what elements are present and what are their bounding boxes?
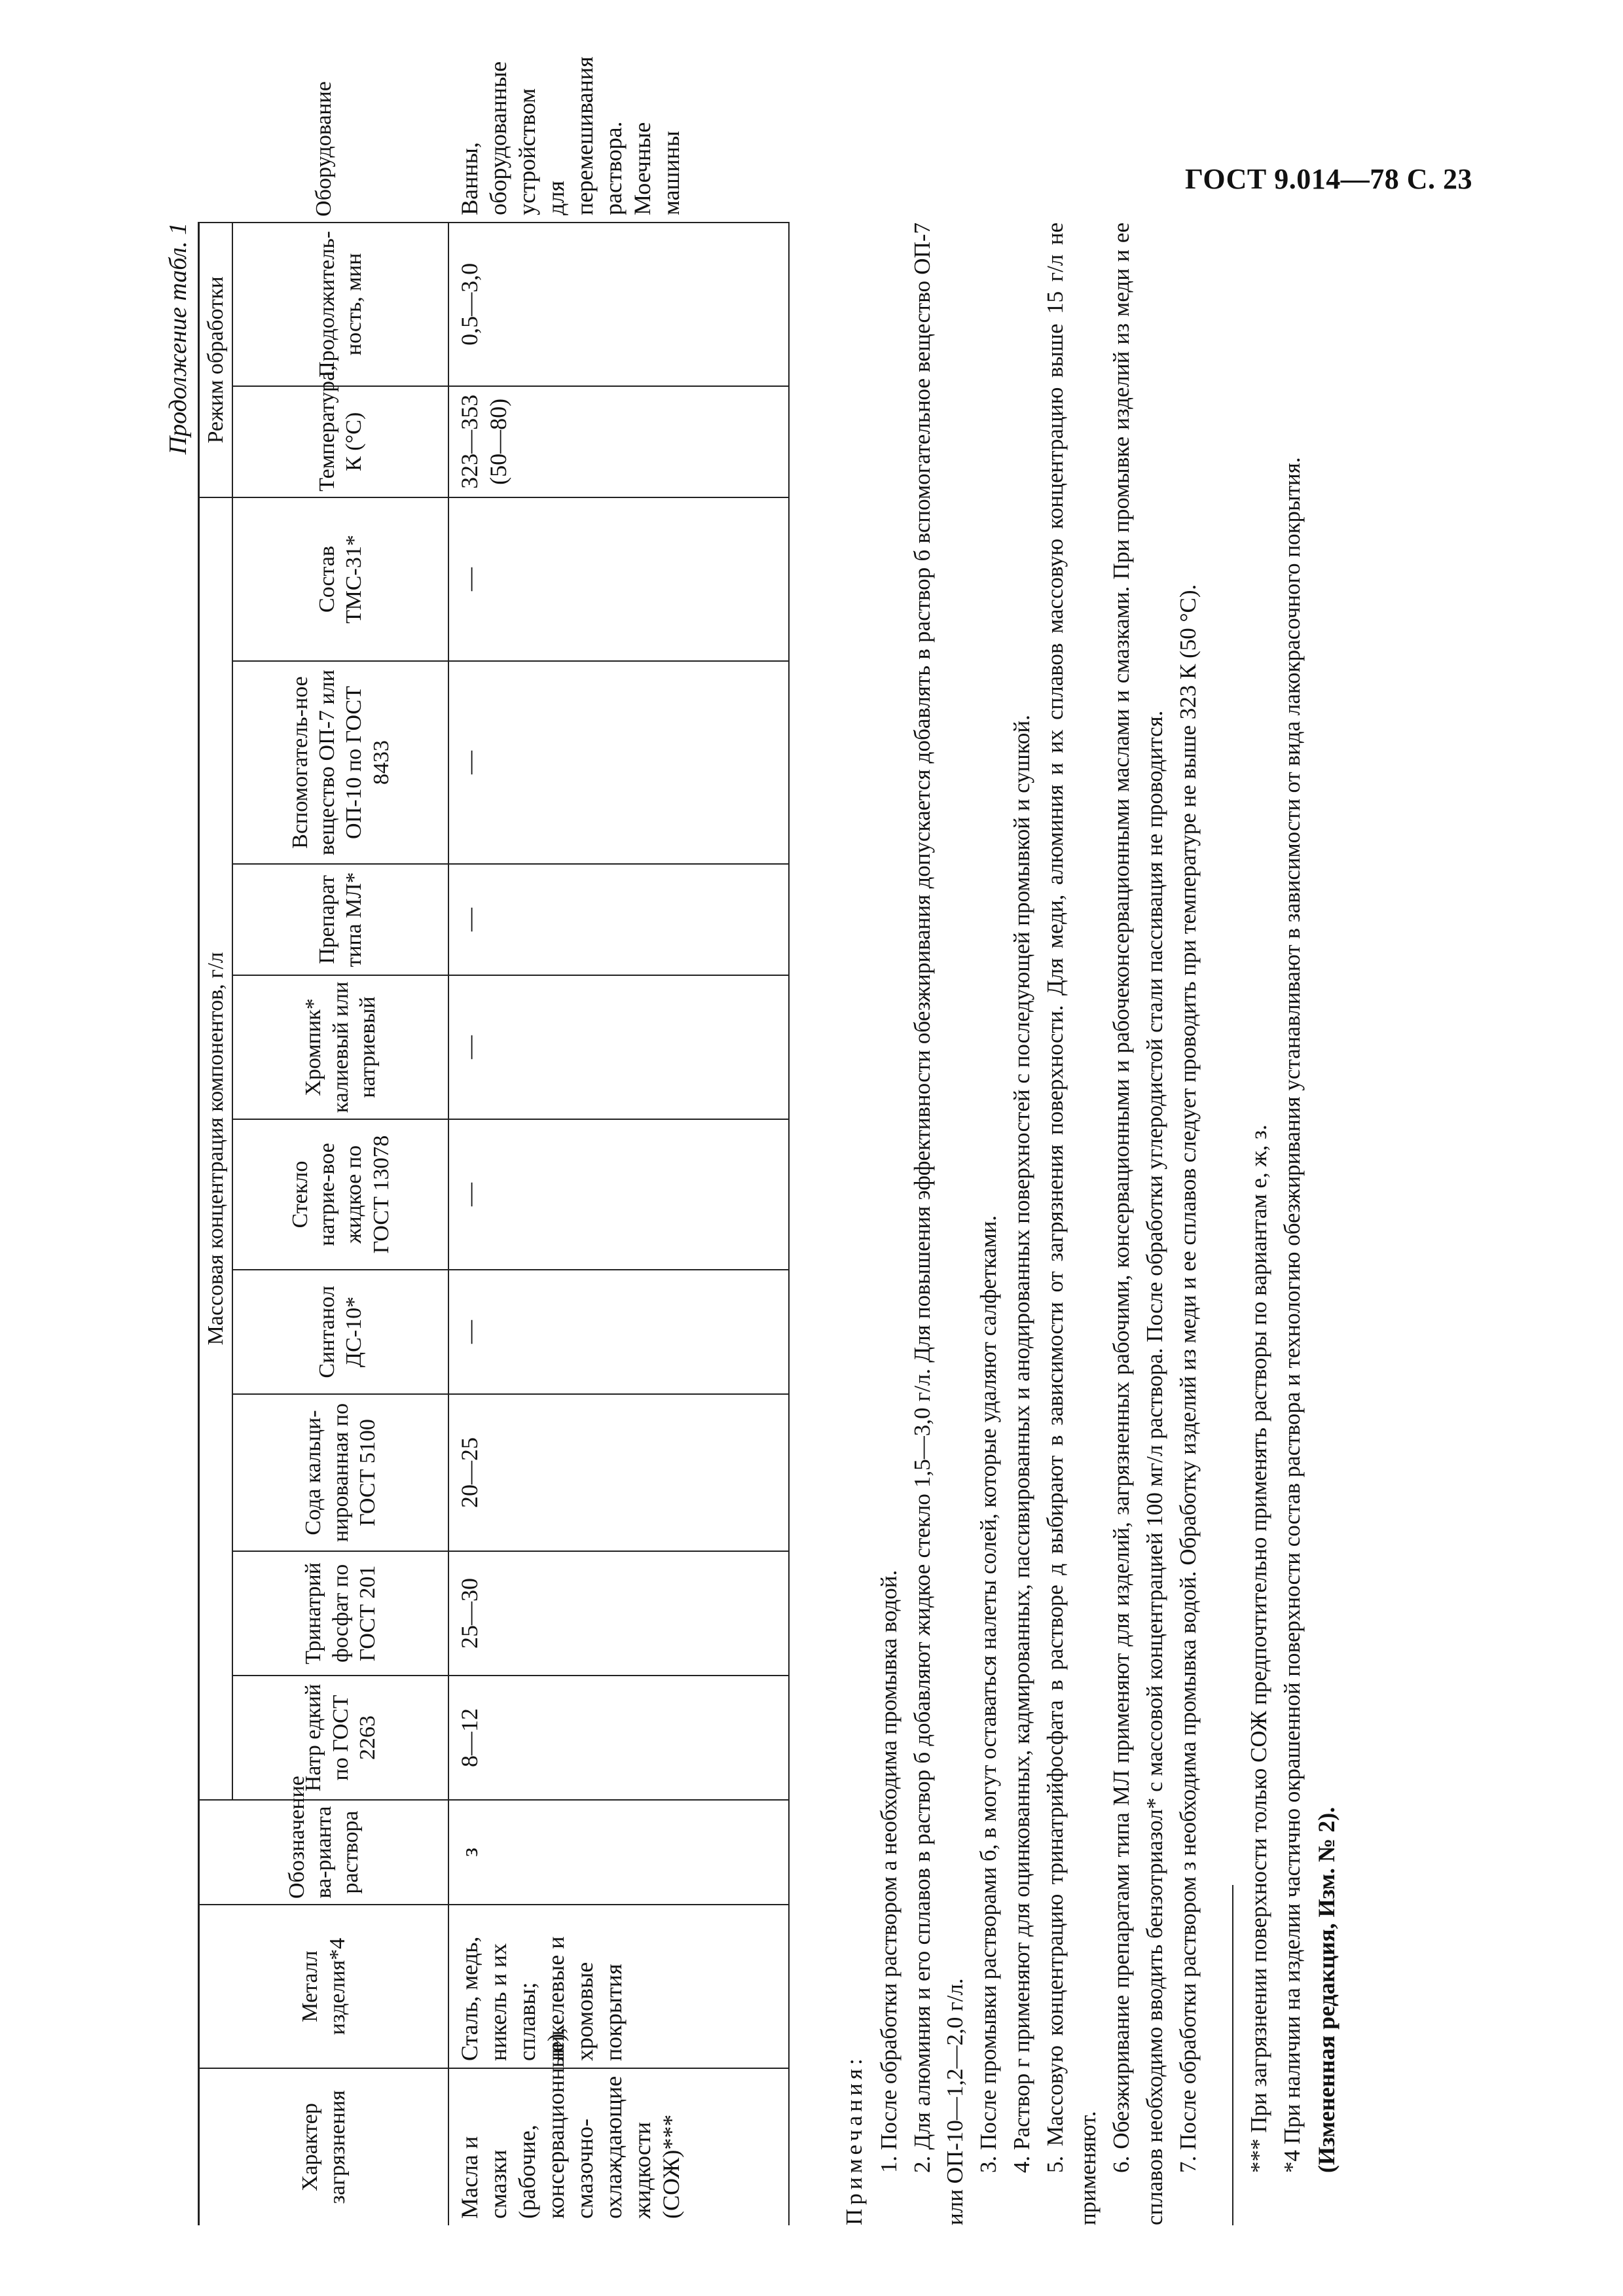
cell-component: 20—25 xyxy=(448,1394,789,1551)
cell-component: — xyxy=(448,661,789,864)
footnote-item: *** При загрязнении поверхности только СОЖ предпочтительно применять растворы по вариантам е, ж, з. xyxy=(1246,1124,1272,2173)
table-continuation-label: Продолжение табл. 1 xyxy=(164,223,192,455)
cell-component: — xyxy=(448,497,789,661)
note-item: 3. После промывки растворами б, в могут оставаться налеты солей, которые удаляют салфетками. xyxy=(976,1215,1001,2173)
header-metal: Металл изделия*4 xyxy=(199,1905,449,2068)
note-item: 5. Массовую концентрацию тринатрийфосфата в растворе д выбирают в зависимости от загрязнения поверхности. Для меди, алюминия и их сплавов массовую концентрацию выше 15 г/л не применяют. xyxy=(1042,223,1101,2225)
cell-temperature: 323—353 (50—80) xyxy=(448,386,789,497)
cell-component: — xyxy=(448,1270,789,1394)
degreasing-table: Характер загрязнения Металл изделия*4 Обозначение ва-рианта раствора Массовая концентрация компонентов, г/л Режим обработки Оборудование Натр едкий по ГОСТ 2263 Тринатрий фосфат по ГОСТ 201 Сода кальци-нированная по ГОСТ 5100 Синтанол ДС-10* Стекло натрие-вое жидкое по ГОСТ 13078 Хромпик* калиевый или натриевый Препарат типа МЛ* Вспомогатель-ное вещество ОП-7 или ОП-10 по ГОСТ 8433 Состав ТМС-31* Температура, К (°С) Продолжитель-ность, мин Масла и смазки (рабочие, консервационные), смазочно-охлаждающие жидкости (СОЖ)*** Сталь, медь, никель и их сплавы; никелевые и хромовые покрытия з 8—12 25—30 20—25 — — — — — — 323—353 (50—80) 0,5—3,0 Ванны, оборудованные устройством для перемешивания раствора. Моечные машины xyxy=(198,223,790,2225)
note-item: 2. Для алюминия и его сплавов в раствор б добавляют жидкое стекло 1,5—3,0 г/л. Для повышения эффективности обезжиривания допускается добавлять в раствор б вспомогательное вещество ОП-7 или ОП-10—1,2—2,0 г/л. xyxy=(909,223,968,2225)
page-header: ГОСТ 9.014—78 С. 23 xyxy=(1184,163,1472,195)
header-component: Вспомогатель-ное вещество ОП-7 или ОП-10 по ГОСТ 8433 xyxy=(232,661,448,864)
footnote-divider xyxy=(1232,1885,1233,2225)
cell-component: — xyxy=(448,975,789,1119)
table-row: Масла и смазки (рабочие, консервационные), смазочно-охлаждающие жидкости (СОЖ)*** Сталь, медь, никель и их сплавы; никелевые и хромовые покрытия з 8—12 25—30 20—25 — — — — — — 323—353 (50—80) 0,5—3,0 Ванны, оборудованные устройством для перемешивания раствора. Моечные машины xyxy=(448,223,789,2225)
cell-component: 8—12 xyxy=(448,1676,789,1800)
cell-duration: 0,5—3,0 xyxy=(448,223,789,386)
cell-component: — xyxy=(448,864,789,975)
header-duration: Продолжитель-ность, мин xyxy=(232,223,448,386)
cell-component: — xyxy=(448,1119,789,1270)
note-item: 7. После обработки раствором з необходима промывка водой. Обработку изделий из меди и ее сплавов следует проводить при температуре не выше 323 К (50 °С). xyxy=(1175,584,1201,2173)
cell-component: 25—30 xyxy=(448,1551,789,1676)
header-concentration-group: Массовая концентрация компонентов, г/л xyxy=(199,497,233,1800)
note-item: 6. Обезжиривание препаратами типа МЛ применяют для изделий, загрязненных рабочими, консервационными и рабочеконсервационными маслами и смазками. При промывке изделий из меди и ее сплавов необходимо вводить бензотриазол* с массовой концентрацией 100 мг/л раствора. После обработки углеродистой стали пассивация не проводится. xyxy=(1108,223,1167,2225)
cell-designation: з xyxy=(448,1800,789,1905)
notes-title: Примечания: xyxy=(841,2054,867,2225)
notes-section xyxy=(838,223,1343,2225)
header-component: Синтанол ДС-10* xyxy=(232,1270,448,1394)
header-regime-group: Режим обработки xyxy=(199,223,233,497)
header-character: Характер загрязнения xyxy=(199,2068,449,2225)
note-item: 1. После обработки раствором а необходима промывка водой. xyxy=(875,1570,902,2173)
header-temperature: Температура, К (°С) xyxy=(232,386,448,497)
header-component: Сода кальци-нированная по ГОСТ 5100 xyxy=(232,1394,448,1551)
header-component: Стекло натрие-вое жидкое по ГОСТ 13078 xyxy=(232,1119,448,1270)
header-component: Хромпик* калиевый или натриевый xyxy=(232,975,448,1119)
header-component: Состав ТМС-31* xyxy=(232,497,448,661)
header-component: Тринатрий фосфат по ГОСТ 201 xyxy=(232,1551,448,1676)
footnotes xyxy=(1243,223,1309,2225)
header-designation: Обозначение ва-рианта раствора xyxy=(199,1800,449,1905)
header-component: Натр едкий по ГОСТ 2263 xyxy=(232,1676,448,1800)
footnote-item: *4 При наличии на изделии частично окрашенной поверхности состав раствора и технологию обезжиривания устанавливают в зависимости от вида лакокрасочного покрытия. xyxy=(1279,457,1305,2173)
header-component: Препарат типа МЛ* xyxy=(232,864,448,975)
note-item: 4. Раствор г применяют для оцинкованных, кадмированных, пассивированных и анодированных поверхностей с последующей промывкой и сушкой. xyxy=(1008,715,1034,2173)
cell-metal: Сталь, медь, никель и их сплавы; никелевые и хромовые покрытия xyxy=(448,1905,789,2068)
edition-note: (Измененная редакция, Изм. № 2). xyxy=(1313,1806,1340,2173)
cell-character: Масла и смазки (рабочие, консервационные), смазочно-охлаждающие жидкости (СОЖ)*** xyxy=(448,2068,789,2225)
